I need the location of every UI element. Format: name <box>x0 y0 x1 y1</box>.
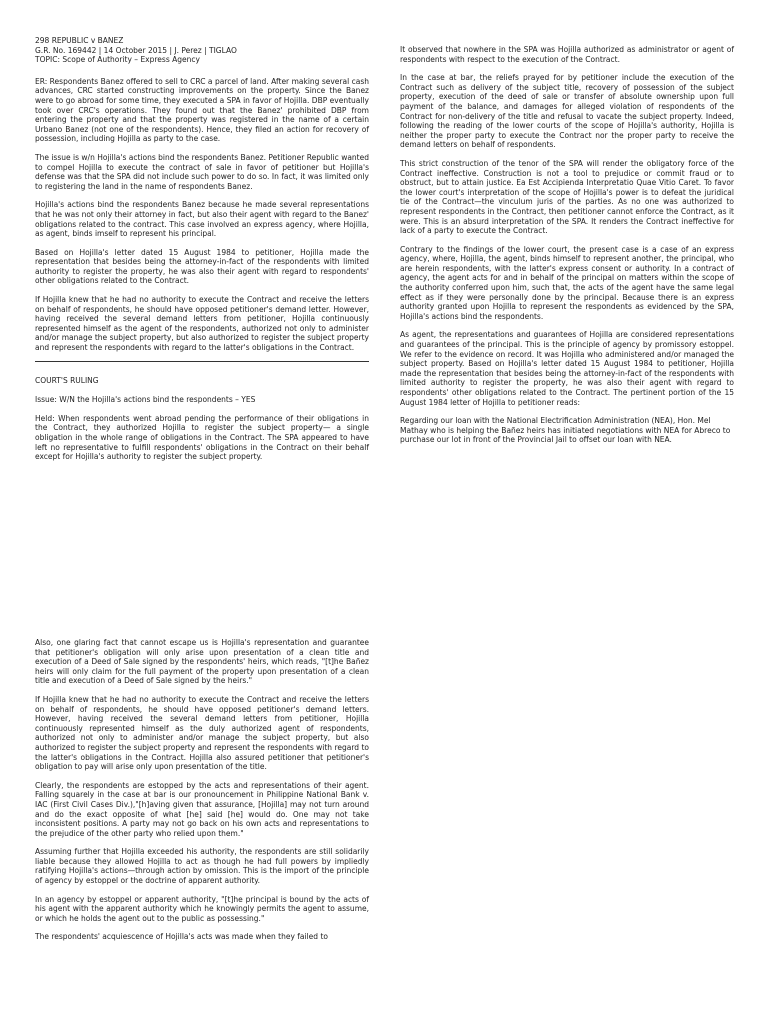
authority-paragraph: If Hojilla knew that he had no authority to execute the Contract and receive the letters on behalf of respondents, he should have opposed petitioner's demand letter. However, having received the several demand letters from petitioner, Hojilla continuously represented himself as the agent of the respondents, authorized not only to administer and/or manage the subject property, but also authorized to register the subject property and represent the respondents with regard to the latter's obligations in the Contract. <box>35 295 369 353</box>
guarantee-paragraph: Also, one glaring fact that cannot escape us is Hojilla's representation and guarantee that petitioner's obligation will only arise upon presentation of a clean title and execution of a Deed of Sale signed by the respondents' heirs, which reads, "[t]he Bañez heirs will only claim for the full payment of the property upon presentation of a clean title and execution of a Deed of Sale signed by the heirs." <box>35 638 369 686</box>
right-column <box>400 45 734 454</box>
letter-paragraph: Based on Hojilla's letter dated 15 August 1984 to petitioner, Hojilla made the representation that besides being the attorney-in-fact of the respondents with limited authority to register the property, he was also their agent with regard to respondents' other obligations related to the Contract. <box>35 247 369 286</box>
acquiescence-paragraph: The respondents' acquiescence of Hojilla's acts was made when they failed to <box>35 932 328 942</box>
spa-paragraph: It observed that nowhere in the SPA was Hojilla authorized as administrator or agent of respondents with respect to the execution of the Contract. <box>400 45 734 64</box>
letter-quote: Regarding our loan with the National Electrification Administration (NEA), Hon. Mel Mathay who is helping the Bañez heirs has initiated negotiations with NEA for Abreco to purchase our lot in front of the Provincial Jail to offset our loan with NEA. <box>400 416 731 445</box>
ruling-issue: Issue: W/N the Hojilla's actions bind the respondents – YES <box>35 395 256 405</box>
express-agency-paragraph: Contrary to the findings of the lower court, the present case is a case of an express agency, where, Hojilla, the agent, binds himself to represent another, the principal, who are herein respondents, with the latter's express consent or authority. In a contract of agency, the agent acts for and in behalf of the principal on matters within the scope of the authority conferred upon him, such that, the acts of the agent have the same legal effect as if they were personally done by the principal. Because there is an express authority granted upon Hojilla to represent the respondents as evidenced by the SPA, Hojilla's actions bind the respondents. <box>400 244 734 321</box>
facts-paragraph: ER: Respondents Banez offered to sell to CRC a parcel of land. After making several cash advances, CRC started constructing improvements on the property. Since the Banez were to go abroad for some time, they executed a SPA in favor of Hojilla. DBP eventually took over CRC's operations. They found out that the Banez' prohibited DBP from entering the property and that the property was registered in the name of a certain Urbano Banez (not one of the respondents). Hence, they filed an action for recovery of possession, including Hojilla as party to the case. <box>35 76 369 144</box>
case-title: 298 REPUBLIC v BANEZ <box>35 36 124 45</box>
estoppel-paragraph: As agent, the representations and guarantees of Hojilla are considered representations and guarantees of the principal. This is the principle of agency by promissory estoppel. We refer to the evidence on record. It was Hojilla who administered and/or managed the subject property. Based on Hojilla's letter dated 15 August 1984 to petitioner, Hojilla made the representation that besides being the attorney-in-fact of the respondents with limited authority to register the property, he was also their agent with regard to respondents' other obligations related to the Contract. The pertinent portion of the 15 August 1984 letter of Hojilla to petitioner reads: <box>400 330 734 407</box>
estopped-paragraph: Clearly, the respondents are estopped by the acts and representations of their agent. Falling squarely in the case at bar is our pronouncement in Philippine National Bank v. IAC (First Civil Cases Div.),"[h]aving given that assurance, [Hojilla] may not turn around and do the exact opposite of what [he] said [he] would do. One may not take inconsistent positions. A party may not go back on his own acts and representations to the prejudice of the other party who relied upon them." <box>35 780 369 838</box>
ruling-heading: COURT'S RULING <box>35 375 99 385</box>
case-header <box>35 36 369 65</box>
left-column <box>35 36 369 471</box>
ruling-held: Held: When respondents went abroad pending the performance of their obligations in the Contract, they authorized Hojilla to register the subject property— a single obligation in the whole range of obligations in the Contract. The SPA appeared to have left no representative to fulfill respondents' obligations in the Contract on their behalf except for Hojilla's authority to register the subject property. <box>35 413 369 462</box>
issue-paragraph: The issue is w/n Hojilla's actions bind the respondents Banez. Petitioner Republic wanted to compel Hojilla to execute the contract of sale in favor of petitioner but Hojilla's defense was that the SPA did not include such power to do so. In fact, it was limited only to registering the land in the name of respondents Banez. <box>35 152 369 191</box>
case-citation: G.R. No. 169442 | 14 October 2015 | J. Perez | TIGLAO <box>35 45 237 55</box>
bottom-section <box>35 638 369 951</box>
principal-bound-paragraph: In an agency by estoppel or apparent authority, "[t]he principal is bound by the acts of his agent with the apparent authority which he knowingly permits the agent to assume, or which he holds the agent out to the public as possessing." <box>35 894 369 923</box>
construction-paragraph: This strict construction of the tenor of the SPA will render the obligatory force of the Contract ineffective. Construction is not a tool to prejudice or commit fraud or to obstruct, but to attain justice. Ea Est Accipienda Interpretatio Quae Vitio Caret. To favor the lower court's interpretation of the scope of Hojilla's power is to defeat the juridical tie of the Contract—the vinculum juris of the parties. As no one was authorized to represent respondents in the Contract, then petitioner cannot enforce the Contract, as it were. This is an absurd interpretation of the SPA. It renders the Contract ineffective for lack of a party to execute the Contract. <box>400 158 734 236</box>
demand-paragraph: If Hojilla knew that he had no authority to execute the Contract and receive the letters on behalf of respondents, he should have opposed petitioner's demand letters. However, having received the several demand letters from petitioner, Hojilla continuously represented himself as the duly authorized agent of respondents, authorized not only to administer and/or manage the subject property, but also authorized to register the subject property and represent the respondents with regard to the latter's obligations in the Contract. Hojilla also assured petitioner that petitioner's obligation to pay will arise only upon presentation of the title. <box>35 694 369 772</box>
reliefs-paragraph: In the case at bar, the reliefs prayed for by petitioner include the execution of the Contract such as delivery of the subject title, recovery of possession of the subject property, execution of the deed of sale or transfer of absolute ownership upon full payment of the balance, and damages for alleged violation of respondents of the Contract for non-delivery of the title and refusal to vacate the subject property. Indeed, following the reading of the lower courts of the scope of Hojilla's authority, Hojilla is neither the proper party to execute the Contract nor the proper party to receive the demand letters on behalf of respondents. <box>400 73 734 150</box>
section-divider <box>35 361 369 362</box>
apparent-authority-paragraph: Assuming further that Hojilla exceeded his authority, the respondents are still solidarily liable because they allowed Hojilla to act as though he had full powers by impliedly ratifying Hojilla's actions—through action by omission. This is the import of the principle of agency by estoppel or the doctrine of apparent authority. <box>35 847 369 886</box>
case-topic: TOPIC: Scope of Authority – Express Agency <box>35 55 200 65</box>
ratio-paragraph: Hojilla's actions bind the respondents Banez because he made several representations that he was not only their attorney in fact, but also their agent with regard to the Banez' obligations related to the contract. This case involved an express agency, where Hojilla, as agent, binds imself to represent his principal. <box>35 200 369 239</box>
